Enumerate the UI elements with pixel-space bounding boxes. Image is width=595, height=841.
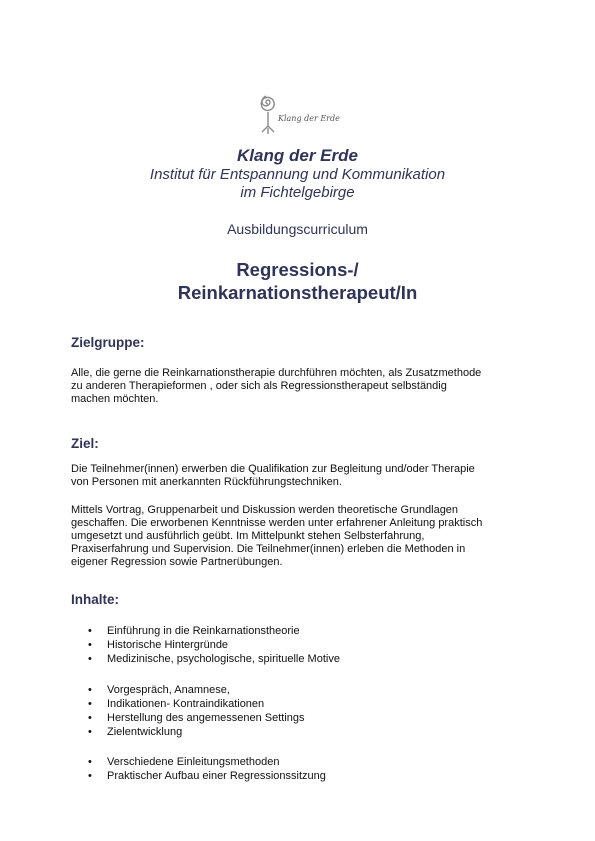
list-item: • Vorgespräch, Anamnese, — [71, 683, 305, 697]
subtitle-line: im Fichtelgebirge — [240, 184, 355, 201]
text-line: Die Teilnehmer(innen) erwerben die Qualifikation zur Begleitung und/oder Therapie — [71, 463, 475, 475]
list-item: • Herstellung des angemessenen Settings — [71, 711, 305, 725]
curriculum-label: Ausbildungscurriculum — [227, 221, 368, 237]
list-item: • Verschiedene Einleitungsmethoden — [71, 755, 326, 769]
list-item: • Einführung in die Reinkarnationstheorie — [71, 624, 340, 638]
inhalte-list-3 — [71, 755, 326, 783]
ziel-paragraph-1 — [71, 463, 531, 489]
inhalte-list-1 — [71, 624, 340, 666]
logo-text: Klang der Erde — [278, 114, 340, 123]
list-item: • Historische Hintergründe — [71, 638, 340, 652]
course-title — [0, 258, 595, 304]
list-item: • Zielentwicklung — [71, 725, 305, 739]
course-title-line: Regressions-/ — [236, 259, 359, 280]
subtitle-line: Institut für Entspannung und Kommunikation — [149, 166, 446, 183]
course-title-line: Reinkarnationstherapeut/In — [177, 282, 418, 303]
text-line: Mittels Vortrag, Gruppenarbeit und Diskussion werden theoretische Grundlagen — [71, 504, 459, 516]
institute-title: Klang der Erde — [237, 146, 358, 165]
text-line: machen möchten. — [71, 393, 159, 405]
text-line: von Personen mit anerkannten Rückführungstechniken. — [71, 476, 342, 488]
spiral-tree-icon — [256, 92, 280, 136]
text-line: geschaffen. Die erworbenen Kenntnisse werden unter erfahrener Anleitung praktisch — [71, 517, 483, 529]
list-item: • Indikationen- Kontraindikationen — [71, 697, 305, 711]
ziel-paragraph-2 — [71, 504, 531, 569]
text-line: Praxiserfahrung und Supervision. Die Teilnehmer(innen) erleben die Methoden in — [71, 543, 466, 555]
logo — [256, 92, 340, 136]
zielgruppe-paragraph — [71, 367, 531, 406]
list-item: • Medizinische, psychologische, spirituelle Motive — [71, 652, 340, 666]
institute-subtitle — [0, 166, 595, 202]
list-item: • Praktischer Aufbau einer Regressionssitzung — [71, 769, 326, 783]
text-line: eigener Regression sowie Partnerübungen. — [71, 556, 283, 568]
text-line: Alle, die gerne die Reinkarnationstherapie durchführen möchten, als Zusatzmethode — [71, 367, 482, 379]
zielgruppe-heading: Zielgruppe: — [71, 335, 145, 350]
inhalte-heading: Inhalte: — [71, 592, 120, 607]
ziel-heading: Ziel: — [71, 436, 99, 451]
text-line: zu anderen Therapieformen , oder sich als Regressionstherapeut selbständig — [71, 380, 447, 392]
inhalte-list-2 — [71, 683, 305, 739]
text-line: umgesetzt und ausführlich geübt. Im Mittelpunkt stehen Selbsterfahrung, — [71, 530, 425, 542]
